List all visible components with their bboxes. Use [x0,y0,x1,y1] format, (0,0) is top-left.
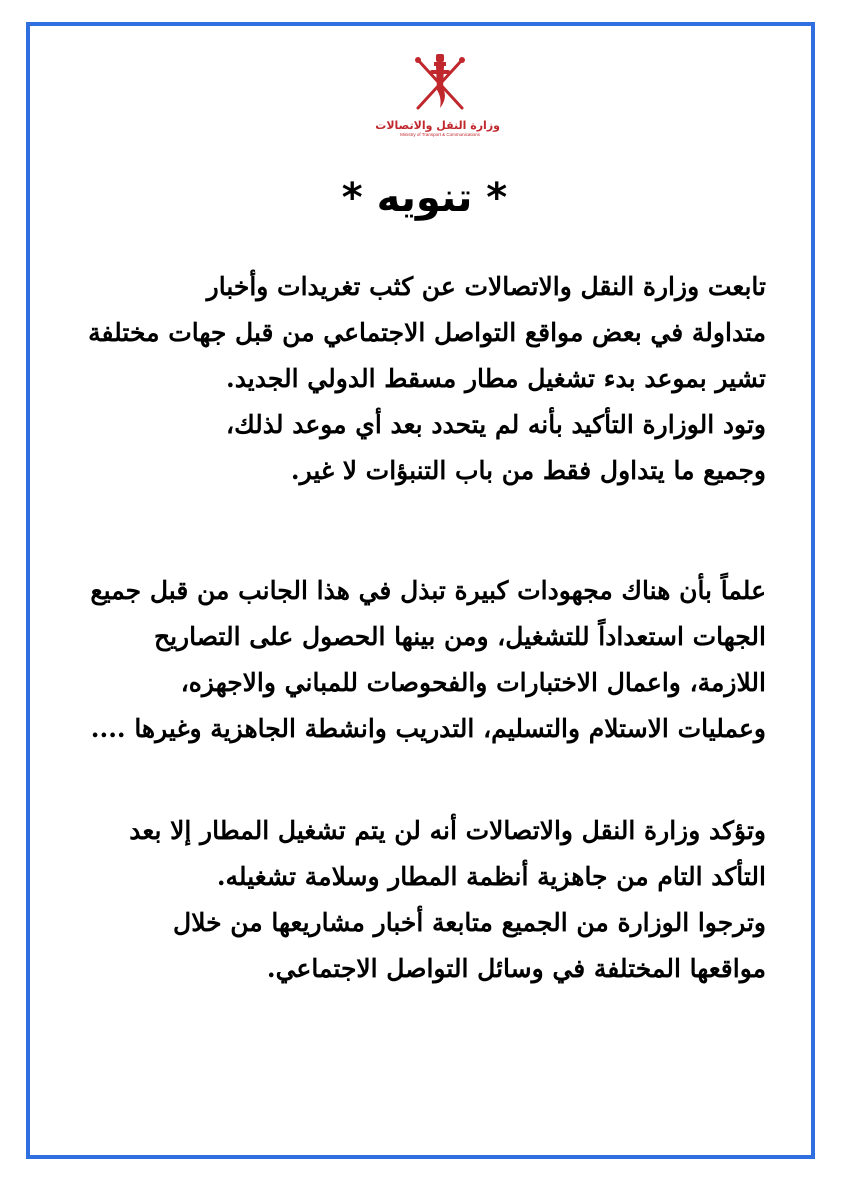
paragraph-line: التأكد التام من جاهزية أنظمة المطار وسلامة تشغيله. [216,862,766,891]
paragraph-line: الجهات استعداداً للتشغيل، ومن بينها الحصول على التصاريح [153,622,766,651]
ministry-logo [375,50,500,150]
paragraph-line: تشير بموعد بدء تشغيل مطار مسقط الدولي الجديد. [225,364,766,393]
notice-title: * تنويه * [341,175,508,221]
paragraph-line: علماً بأن هناك مجهودات كبيرة تبذل في هذا الجانب من قبل جميع [90,576,766,605]
paragraph-line: وتود الوزارة التأكيد بأنه لم يتحدد بعد أي موعد لذلك، [226,410,766,439]
paragraph-line: تابعت وزارة النقل والاتصالات عن كثب تغريدات وأخبار [206,272,766,301]
paragraph-2 [46,568,766,752]
ministry-name-en: Ministry of Transport & Communications [400,132,480,137]
paragraph-line: وعمليات الاستلام والتسليم، التدريب وانشطة الجاهزية وغيرها .... [90,714,766,743]
paragraph-3 [46,808,766,992]
paragraph-line: مواقعها المختلفة في وسائل التواصل الاجتماعي. [266,954,766,983]
paragraph-line: اللازمة، واعمال الاختبارات والفحوصات للمباني والاجهزه، [180,668,766,697]
ministry-name-ar: وزارة النقل والاتصالات [375,119,500,132]
paragraph-line: وجميع ما يتداول فقط من باب التنبؤات لا غير. [290,456,766,485]
paragraph-line: وترجوا الوزارة من الجميع متابعة أخبار مشاريعها من خلال [173,908,766,937]
paragraph-line: متداولة في بعض مواقع التواصل الاجتماعي من قبل جهات مختلفة [88,318,766,347]
paragraph-line: وتؤكد وزارة النقل والاتصالات أنه لن يتم تشغيل المطار إلا بعد [129,816,766,845]
khanjar-emblem-icon [410,50,470,118]
paragraph-1 [46,264,766,494]
